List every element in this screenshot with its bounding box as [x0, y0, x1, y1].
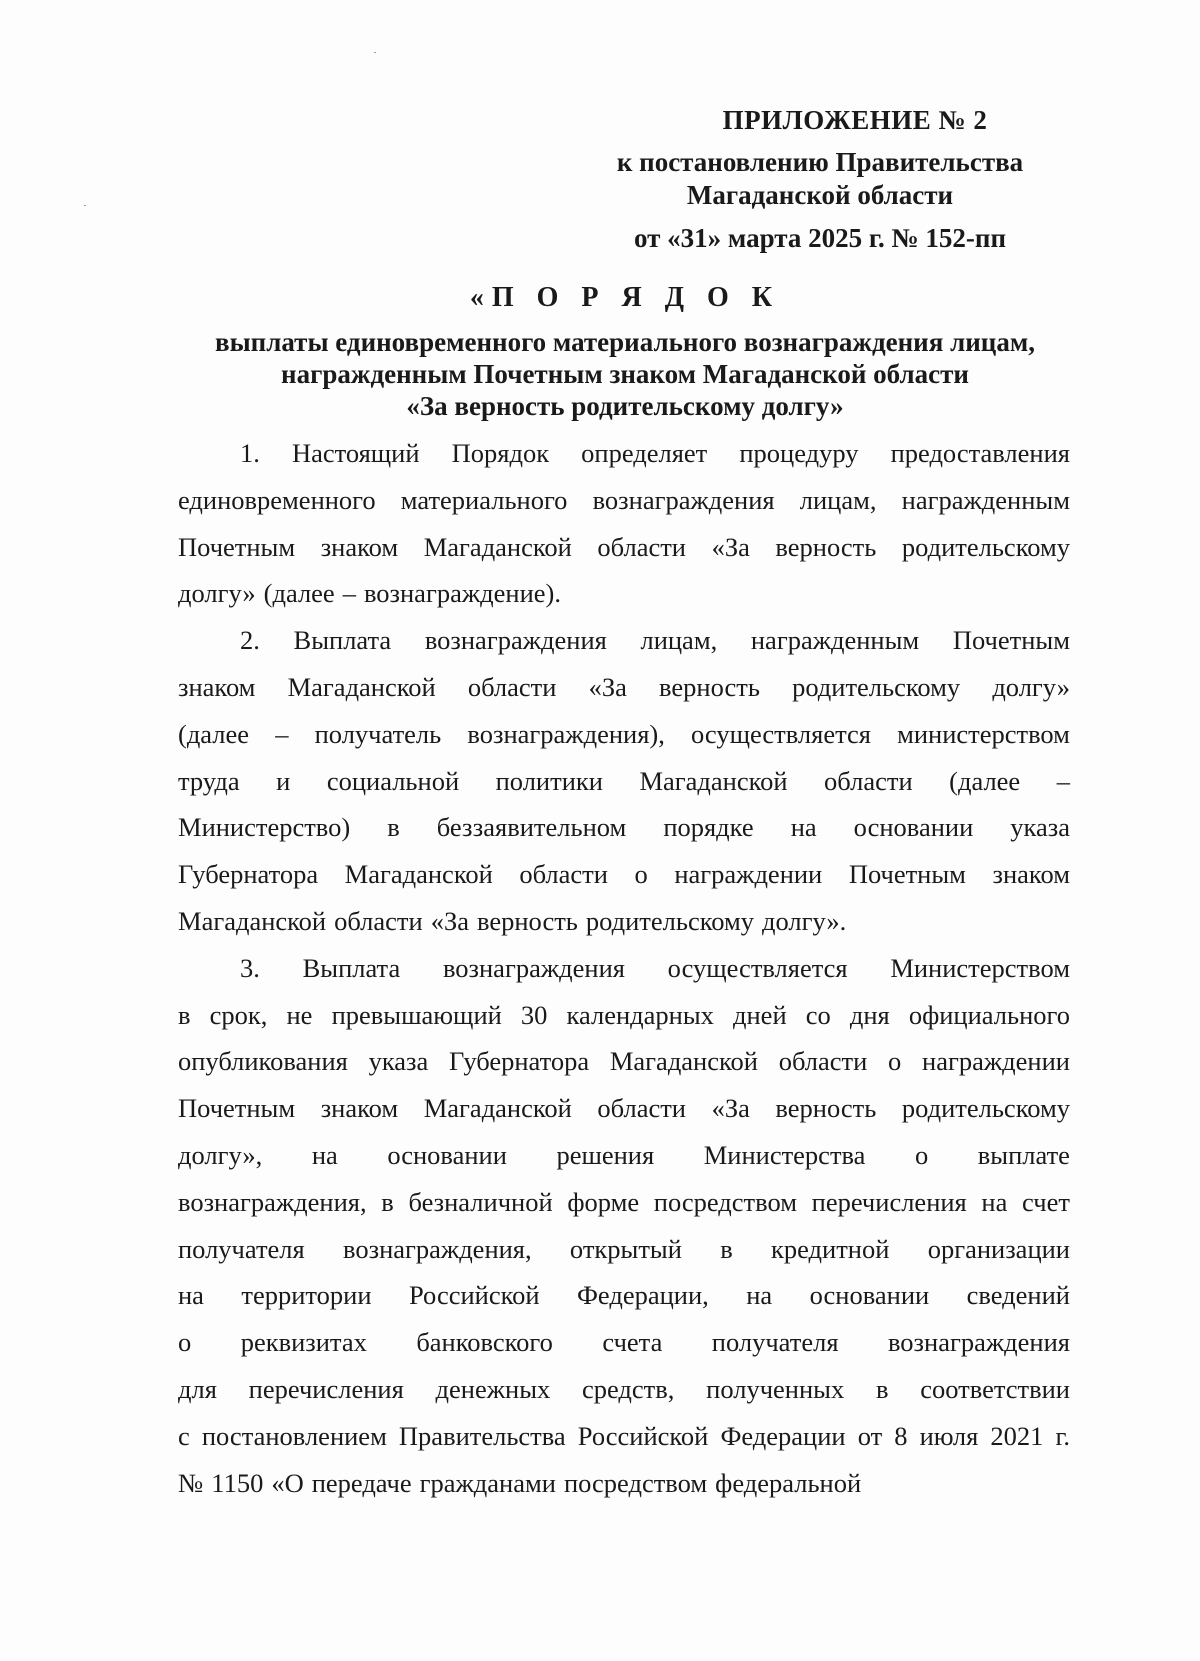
- document-subtitle: [180, 326, 1070, 422]
- decree-reference: от «31» марта 2025 г. № 152-пп: [633, 223, 1007, 253]
- text-line: Магаданской области «За верность родительскому долгу».: [178, 905, 847, 936]
- text-line: получателя вознаграждения, открытый в кредитной организации: [178, 1233, 1070, 1264]
- appendix-header: [560, 100, 1080, 255]
- text-line: Почетным знаком Магаданской области «За верность родительскому: [178, 531, 1070, 562]
- text-line: Почетным знаком Магаданской области «За верность родительскому: [178, 1093, 1070, 1124]
- text-line: долгу» (далее – вознаграждение).: [178, 578, 561, 609]
- text-line: опубликования указа Губернатора Магаданской области о награждении: [178, 1046, 1070, 1077]
- document-title: [180, 282, 1070, 314]
- text-line: о реквизитах банковского счета получателя вознаграждения: [178, 1327, 1070, 1358]
- text-line: 3. Выплата вознаграждения осуществляется Министерством: [240, 952, 1070, 983]
- title-main: «П О Р Я Д О К: [469, 282, 781, 313]
- text-line: с постановлением Правительства Российской Федерации от 8 июля 2021 г.: [178, 1420, 1070, 1451]
- text-line: Министерство) в беззаявительном порядке на основании указа: [178, 812, 1070, 843]
- text-line: долгу», на основании решения Министерства о выплате: [178, 1139, 1070, 1170]
- paragraph-2: [178, 617, 1070, 945]
- paragraph-3: [178, 945, 1070, 1507]
- text-line: 1. Настоящий Порядок определяет процедуру предоставления: [240, 438, 1070, 468]
- text-line: 2. Выплата вознаграждения лицам, награжденным Почетным: [240, 625, 1070, 656]
- appendix-region: Магаданской области: [686, 180, 954, 210]
- document-body: [178, 430, 1070, 1506]
- text-line: знаком Магаданской области «За верность родительскому долгу»: [178, 671, 1070, 702]
- text-line: № 1150 «О передаче гражданами посредством федеральной: [178, 1467, 862, 1498]
- text-line: для перечисления денежных средств, полученных в соответствии: [178, 1373, 1070, 1404]
- text-line: единовременного материального вознаграждения лицам, награжденным: [178, 484, 1070, 515]
- subtitle-line-1: выплаты единовременного материального вознаграждения лицам,: [215, 327, 1035, 357]
- appendix-title: ПРИЛОЖЕНИЕ № 2: [722, 105, 988, 135]
- text-line: в срок, не превышающий 30 календарных дней со дня официального: [178, 999, 1070, 1030]
- text-line: Губернатора Магаданской области о награждении Почетным знаком: [178, 859, 1070, 890]
- appendix-to-decree: к постановлению Правительства: [616, 147, 1024, 177]
- paragraph-1: [178, 430, 1070, 617]
- text-line: вознаграждения, в безналичной форме посредством перечисления на счет: [178, 1186, 1070, 1217]
- scan-speck: [84, 205, 86, 206]
- text-line: (далее – получатель вознаграждения), осуществляется министерством: [178, 718, 1070, 749]
- text-line: труда и социальной политики Магаданской области (далее –: [178, 765, 1070, 796]
- subtitle-line-2: награжденным Почетным знаком Магаданской области: [281, 359, 969, 389]
- scan-speck: [374, 52, 376, 53]
- text-line: на территории Российской Федерации, на основании сведений: [178, 1280, 1070, 1311]
- subtitle-line-3: «За верность родительскому долгу»: [406, 391, 844, 421]
